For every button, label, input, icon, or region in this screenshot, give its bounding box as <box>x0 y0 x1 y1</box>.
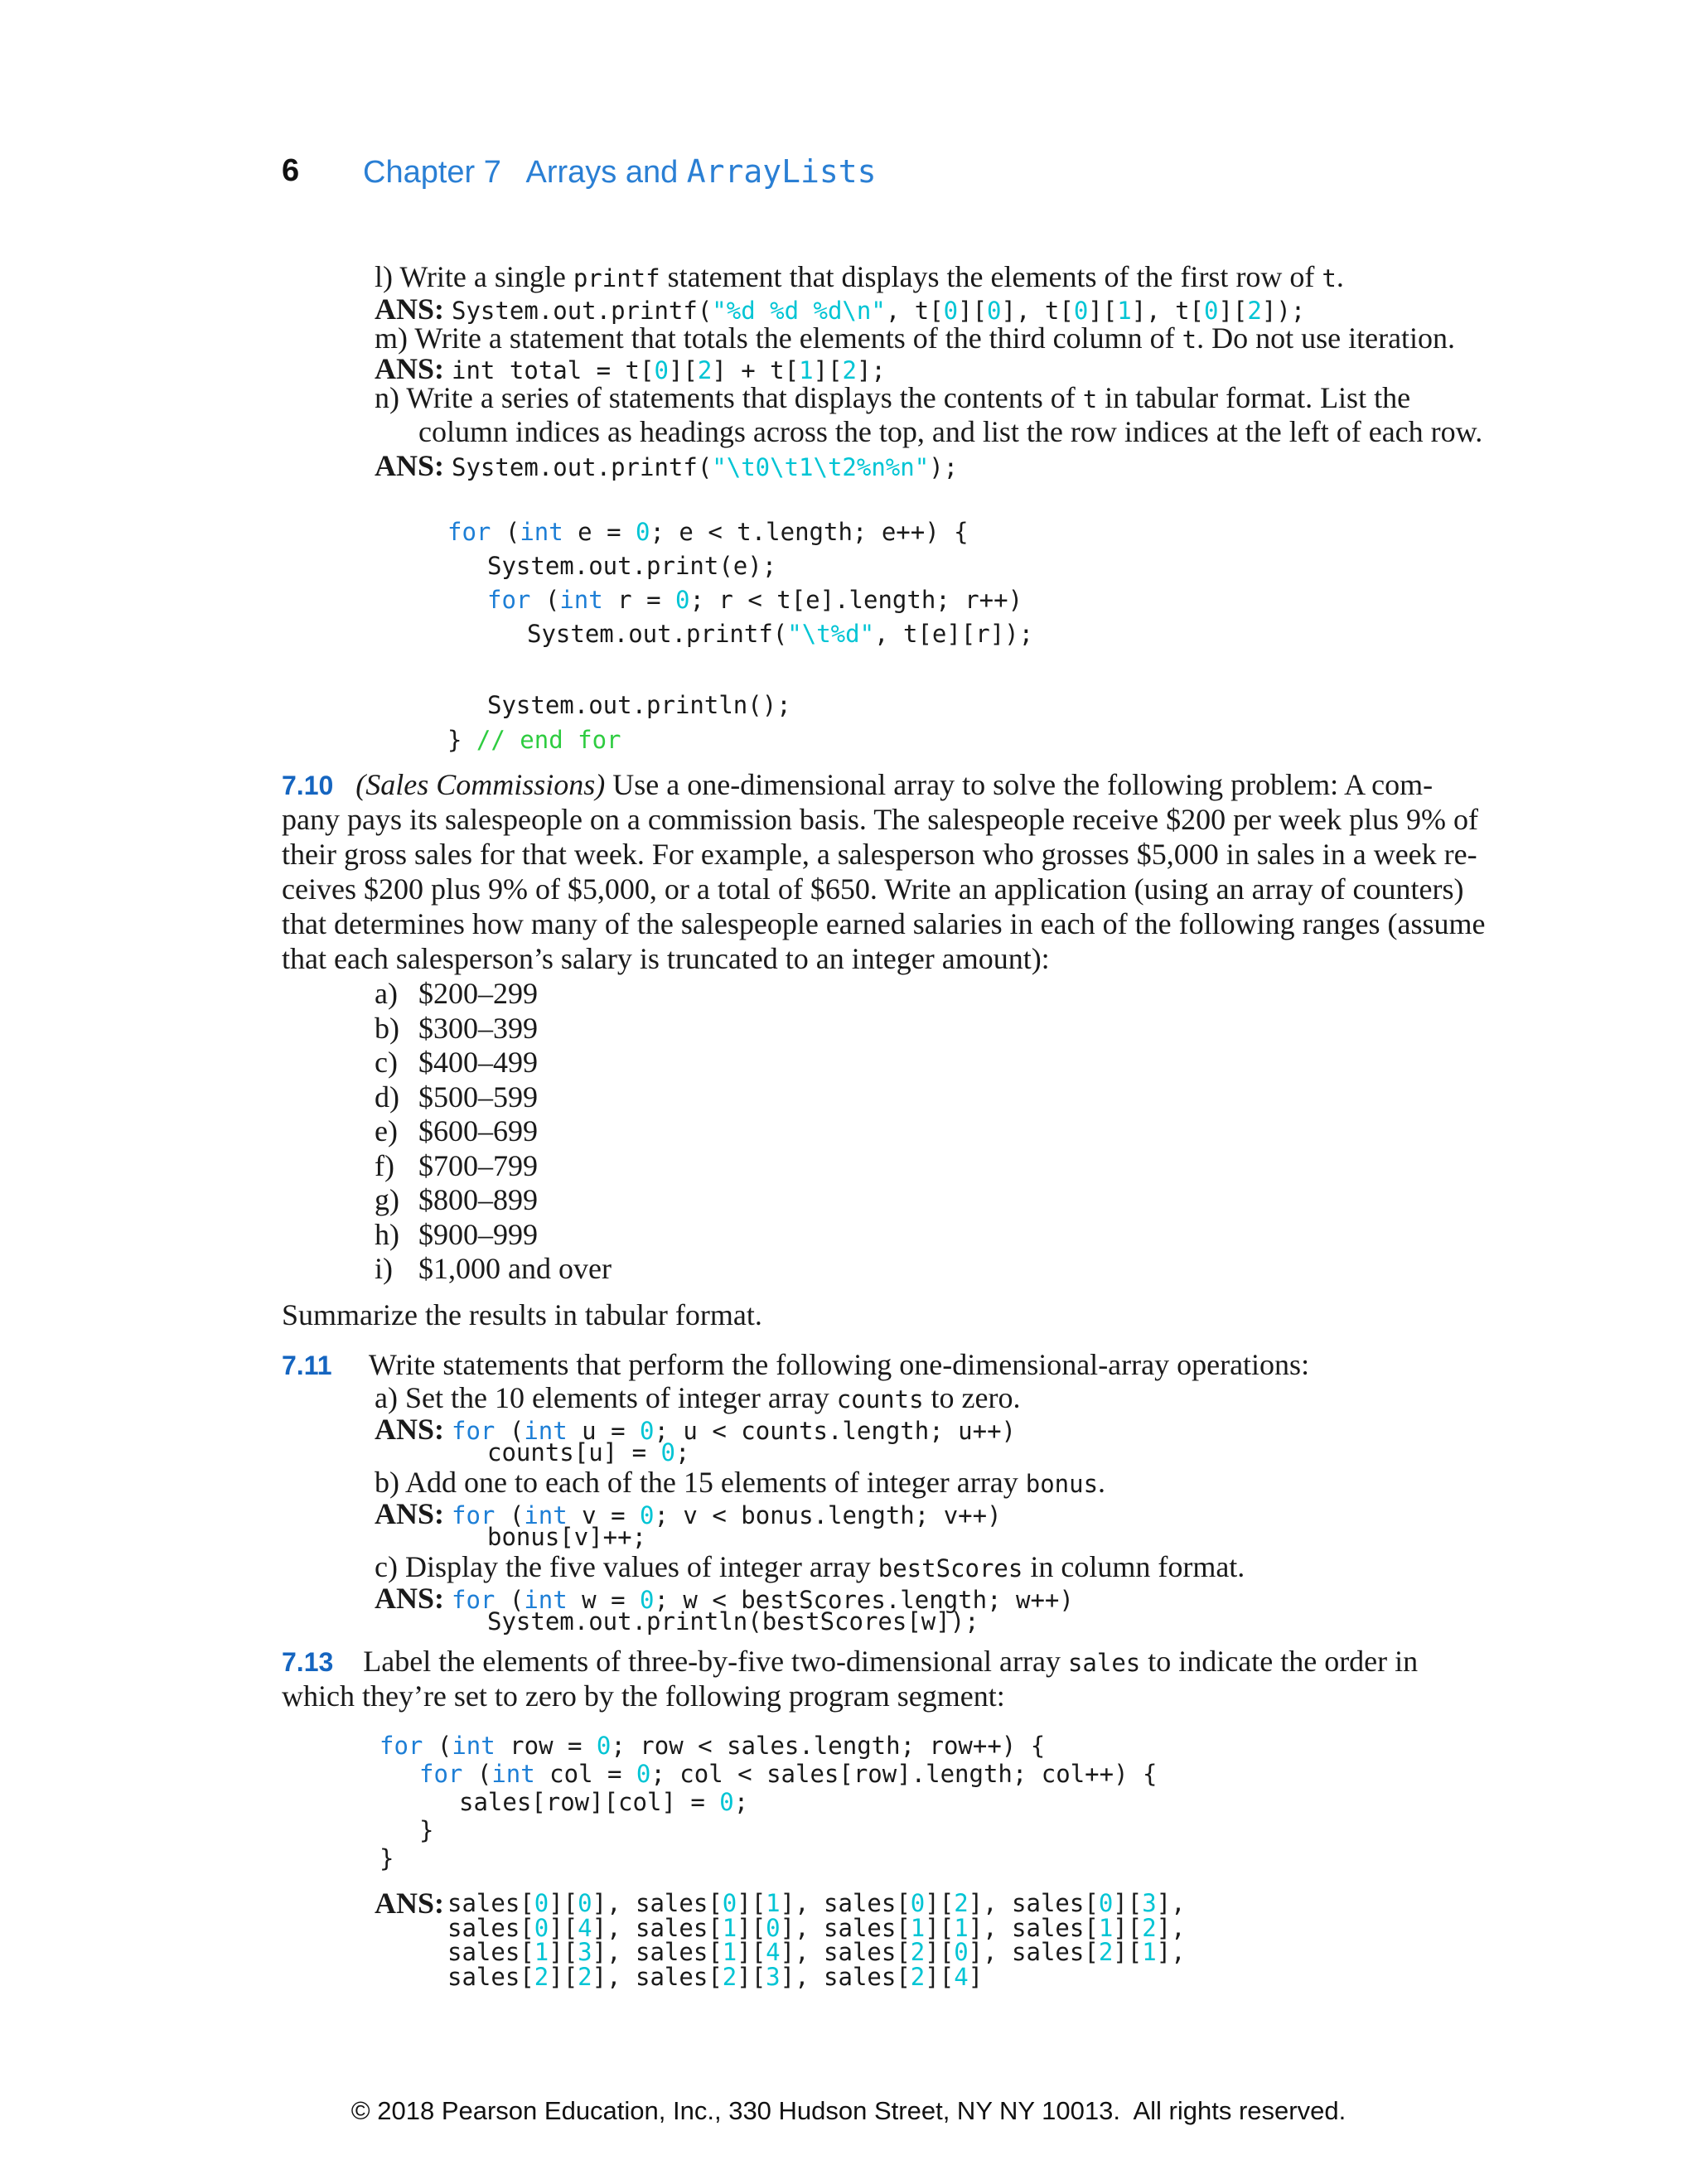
sales-element-ref: sales[0][1] <box>636 1889 795 1917</box>
answer-line: sales[1][3], sales[1][4], sales[2][0], sales[2][1], <box>447 1938 1186 1966</box>
code-line: for (int col = 0; col < sales[row].length; col++) { <box>419 1760 1158 1788</box>
code-line: System.out.println(bestScores[w]); <box>487 1607 979 1636</box>
code-line: } // end for <box>447 726 621 754</box>
code-line: } <box>380 1844 394 1872</box>
exercise-number: 7.13 <box>282 1647 334 1677</box>
salary-range-item: a) $200–299 <box>375 977 538 1010</box>
part-c-question: c) Display the five values of integer array bestScores in column format. <box>375 1550 1245 1583</box>
code-line: } <box>419 1816 434 1844</box>
sales-element-ref: sales[1][2] <box>1012 1913 1172 1942</box>
ans-label: ANS: <box>375 1887 445 1920</box>
part-m-answer: ANS: int total = t[0][2] + t[1][2]; <box>375 352 886 385</box>
exercise-7-10-line: that determines how many of the salespeople earned salaries in each of the following ranges (assume <box>282 907 1486 940</box>
exercise-7-11-intro: 7.11 Write statements that perform the following one-dimensional-array operations: <box>282 1348 1310 1381</box>
salary-range-item: h) $900–999 <box>375 1217 538 1251</box>
salary-range-item: f) $700–799 <box>375 1148 538 1182</box>
part-b-answer: ANS: for (int v = 0; v < bonus.length; v++) <box>375 1497 1002 1530</box>
part-c-answer: ANS: for (int w = 0; w < bestScores.length; w++) <box>375 1582 1074 1615</box>
part-n-question: n) Write a series of statements that displays the contents of t in tabular format. List the <box>375 381 1411 414</box>
salary-range-item: e) $600–699 <box>375 1114 538 1148</box>
salary-range-item: g) $800–899 <box>375 1183 538 1216</box>
exercise-7-10-summary: Summarize the results in tabular format. <box>282 1298 762 1331</box>
code-line: for (int row = 0; row < sales.length; row++) { <box>380 1732 1046 1760</box>
sales-element-ref: sales[1][1] <box>824 1913 984 1942</box>
answer-line: sales[2][2], sales[2][3], sales[2][4] <box>447 1962 984 1991</box>
chapter-label: Chapter 7 <box>363 155 501 190</box>
answer-line: sales[0][4], sales[1][0], sales[1][1], sales[1][2], <box>447 1913 1186 1942</box>
sales-element-ref: sales[2][3] <box>636 1962 795 1991</box>
exercise-7-10-line: pany pays its salespeople on a commission basis. The salespeople receive $200 per week plus 9% of <box>282 803 1478 836</box>
exercise-7-13-line: which they’re set to zero by the following program segment: <box>282 1679 1005 1713</box>
sales-element-ref: sales[1][4] <box>636 1938 795 1966</box>
exercise-7-13-line: 7.13 Label the elements of three-by-five two-dimensional array sales to indicate the order in <box>282 1645 1419 1678</box>
sales-element-ref: sales[2][4] <box>824 1962 984 1991</box>
chapter-title: Arrays and <box>525 155 679 190</box>
running-header <box>363 153 877 191</box>
sales-element-ref: sales[1][3] <box>447 1938 607 1966</box>
code-line: System.out.printf("\t%d", t[e][r]); <box>527 620 1034 648</box>
exercise-number: 7.10 <box>282 771 334 800</box>
exercise-7-10-line: ceives $200 plus 9% of $5,000, or a total of $650. Write an application (using an array of counters) <box>282 872 1464 906</box>
chapter-title-code: ArrayLists <box>686 153 877 190</box>
copyright-footer: © 2018 Pearson Education, Inc., 330 Hudson Street, NY NY 10013. All rights reserved. <box>351 2096 1346 2125</box>
salary-range-item: d) $500–599 <box>375 1080 538 1114</box>
sales-element-ref: sales[0][0] <box>447 1889 607 1917</box>
exercise-7-10-line: their gross sales for that week. For example, a salesperson who grosses $5,000 in sales in a week re- <box>282 838 1477 871</box>
part-l-question: l) Write a single printf statement that displays the elements of the first row of t. <box>375 260 1344 293</box>
answer-line: sales[0][0], sales[0][1], sales[0][2], sales[0][3], <box>447 1889 1186 1917</box>
salary-range-item: c) $400–499 <box>375 1046 538 1079</box>
part-n-answer: ANS: System.out.printf("\t0\t1\t2%n%n"); <box>375 449 959 482</box>
sales-element-ref: sales[2][2] <box>447 1962 607 1991</box>
sales-element-ref: sales[1][0] <box>636 1913 795 1942</box>
sales-element-ref: sales[0][3] <box>1012 1889 1172 1917</box>
exercise-7-10-line: that each salesperson’s salary is truncated to an integer amount): <box>282 942 1050 975</box>
part-m-question: m) Write a statement that totals the elements of the third column of t. Do not use iteration. <box>375 321 1456 355</box>
sales-element-ref: sales[2][1] <box>1012 1938 1172 1966</box>
salary-range-item: i) $1,000 and over <box>375 1252 612 1285</box>
sales-element-ref: sales[2][0] <box>824 1938 984 1966</box>
page-number: 6 <box>282 153 300 188</box>
code-line: for (int r = 0; r < t[e].length; r++) <box>487 586 1023 614</box>
sales-element-ref: sales[0][2] <box>824 1889 984 1917</box>
part-a-question: a) Set the 10 elements of integer array counts to zero. <box>375 1381 1021 1414</box>
exercise-7-10-line: 7.10 (Sales Commissions) Use a one-dimensional array to solve the following problem: A com- <box>282 768 1434 801</box>
code-line: bonus[v]++; <box>487 1523 647 1551</box>
part-b-question: b) Add one to each of the 15 elements of integer array bonus. <box>375 1466 1106 1499</box>
sales-element-ref: sales[0][4] <box>447 1913 607 1942</box>
code-line: System.out.println(); <box>487 691 791 719</box>
part-n-question-cont: column indices as headings across the top, and list the row indices at the left of each row. <box>418 415 1483 448</box>
code-line: sales[row][col] = 0; <box>459 1788 749 1816</box>
salary-range-item: b) $300–399 <box>375 1011 538 1045</box>
part-l-answer: ANS: System.out.printf("%d %d %d\n", t[0][0], t[0][1], t[0][2]); <box>375 292 1306 326</box>
part-a-answer: ANS: for (int u = 0; u < counts.length; u++) <box>375 1413 1016 1446</box>
code-line: counts[u] = 0; <box>487 1438 690 1466</box>
code-line: System.out.print(e); <box>487 552 777 580</box>
exercise-number: 7.11 <box>282 1351 332 1380</box>
code-line: for (int e = 0; e < t.length; e++) { <box>447 518 969 546</box>
